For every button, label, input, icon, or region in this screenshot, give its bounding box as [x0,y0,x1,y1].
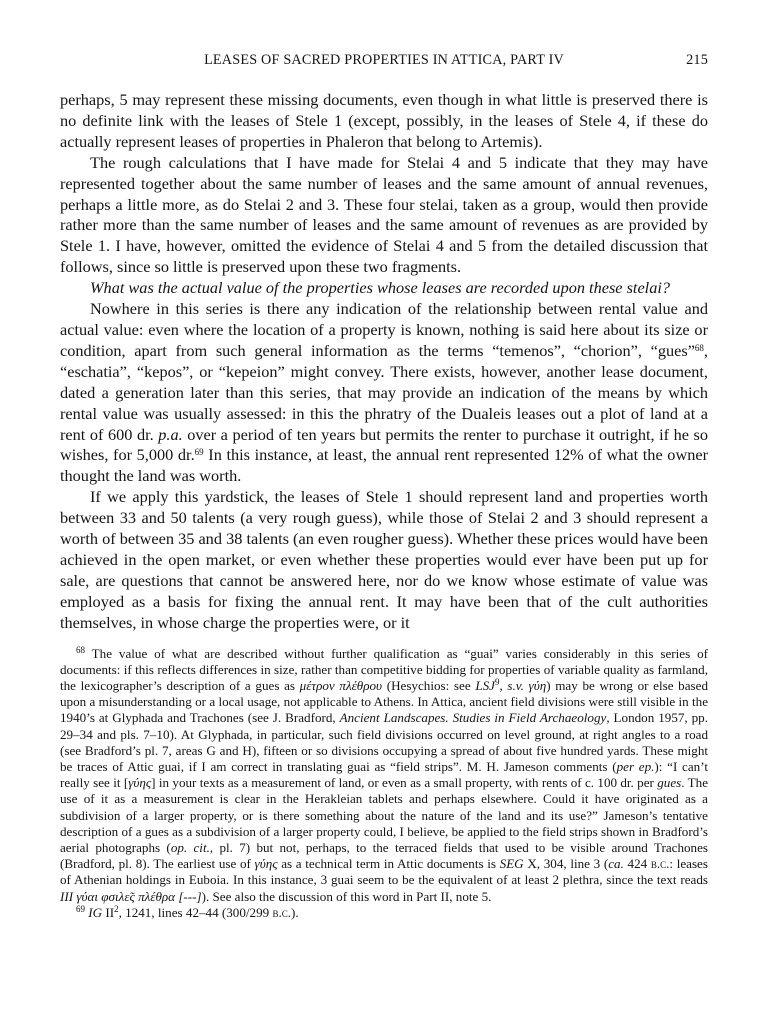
footnotes [60,646,708,921]
greek-text: μέτρον πλέθρου [299,677,383,693]
section-question: What was the actual value of the properties whose leases are recorded upon these stelai? [90,278,670,298]
paragraph-4-text: Nowhere in this series is there any indication of the relationship between rental value and actual value: even where the location of a property is known, nothing is said here about its size or condition, apart from such general information as the terms “temenos”, “chorion”, “gues” [60,299,708,360]
footnote-text: : leases of Athenian holdings in Euboia. In this instance, 3 guai seem to be the equivalent of at least 2 plethra, since the text reads [60,856,708,888]
footnote-text: X, 304, line 3 ( [523,856,609,872]
footnote-ref-68[interactable]: 68 [694,342,704,353]
footnote-text: ). [291,904,299,920]
citation-abbrev: LSJ [475,677,495,693]
era-abbrev: b.c. [650,856,670,872]
main-text [60,90,708,634]
greek-text: ΙΙΙ γύαι φσιλε̃ς πλέθρα [---] [60,888,202,904]
paragraph-4-text: over a period of ten years but permits the renter to purchase it outright, if he so wishes, for 5,000 dr. [60,424,709,465]
footnote-text: 424 [623,856,651,872]
footnote-text: , pl. 7) but not, perhaps, to the terraced fields that used to be visible around Trachones (Bradford, pl. 8). The earliest use of [60,840,708,872]
paragraph-2: The rough calculations that I have made for Stelai 4 and 5 indicate that they may have represented together about the same number of leases and the same amount of annual revenues, perhaps a little more, as do Stelai 2 and 3. These four stelai, taken as a group, would then provide rather more than the same number of leases and the same amount of revenues as are provided by Stele 1. I have, however, omitted the evidence of Stelai 4 and 5 from the detailed discussion that follows, since so little is preserved upon these two fragments. [60,152,708,277]
footnote-number: 68 [76,644,85,655]
footnote-text: , 1241, lines 42–44 (300/299 [118,904,273,920]
paragraph-4-abbrev: p.a. [158,424,183,444]
footnote-text: , [499,677,508,693]
footnote-text: ) may be wrong or else based upon a misunderstanding or a local usage, not applicable to Athens. In Attica, ancient field divisions were still visible in the 1940’s at Glyphada and Trachones (see J. Bradford, [60,677,708,726]
paragraph-4 [60,299,708,487]
footnote-text: ): “I can’t really see it [ [60,758,708,791]
footnote-text: . The use of it as a measurement is clear in the Herakleian tablets and perhaps elsewhere. Could it have originated as a subdivision of a larger property, or is there something about the nature of the land and its use?” Jameson’s tentative description of a gues as a subdivision of a larger property could, I believe, be applied to the field strips shown in Bradford’s aerial photographs ( [60,775,709,855]
footnote-ref-69[interactable]: 69 [194,447,204,458]
greek-text: γύη [528,677,547,693]
footnote-text: , London 1957, pp. 29–34 and pls. 7–10). At Glyphada, in particular, such field divisions occurred on level ground, at right angles to a road (see Bradford’s pl. 7, areas G and H), fifteen or so divisions occupying a spread of about five hundred yards. These might be traces of Attic guai, if I am correct in translating guai as “field strips”. M. H. Jameson comments ( [60,710,709,774]
footnote-text: II [102,904,115,920]
footnote-text: ). See also the discussion of this word in Part II, note 5. [201,888,492,904]
greek-text: γύης [254,856,278,872]
footnote-text: (Hesychios: see [382,677,476,693]
running-header [60,52,708,76]
paragraph-5: If we apply this yardstick, the leases of Stele 1 should represent land and properties worth between 33 and 50 talents (a very rough guess), while those of Stelai 2 and 3 should represent a worth of between 35 and 38 talents (an even rougher guess). Whether these prices would have been achieved in the open market, or even whether these properties would ever have been put up for sale, are questions that cannot be answered here, nor do we know whose estimate of value was employed as a basis for fixing the annual rent. It may have been that of the cult authorities themselves, in whose charge the properties were, or it [60,487,708,632]
paragraph-4-text: , “eschatia”, “kepos”, or “kepeion” might convey. There exists, however, another lease document, dated a generation later than this series, that may provide an indication of the means by which rental value was usually assessed: in this the phratry of the Dualeis leases out a plot of land at a rent of 600 dr. [60,340,708,444]
citation-abbrev: s.v. [507,677,524,693]
footnote-68 [60,646,708,905]
citation-abbrev: ca. [608,856,624,872]
page-number: 215 [686,52,708,68]
citation-abbrev: SEG [499,856,524,872]
edition-sup: 9 [494,676,500,687]
book-title: Ancient Landscapes. Studies in Field Archaeology [339,710,607,726]
running-title: LEASES OF SACRED PROPERTIES IN ATTICA, PART IV [204,52,564,68]
citation-abbrev: per ep. [616,758,655,774]
footnote-number: 69 [76,903,85,914]
footnote-text: The value of what are described without further qualification as “guai” varies considerably in this series of documents: if this reflects differences in size, rather than competitive bidding for properties of variable quality as farmland, the lexicographer’s description of a gues as [60,645,708,693]
footnote-text: ] in your texts as a measurement of land, or even as a small property, with rents of c. 100 dr. per [151,775,658,791]
citation-abbrev: IG [88,904,103,920]
footnote-69 [60,905,708,921]
paragraph-1: perhaps, 5 may represent these missing documents, even though in what little is preserved there is no definite link with the leases of Stele 1 (except, possibly, in the leases of Stele 4, if these do actually represent leases of properties in Phaleron that belong to Artemis). [60,90,708,151]
era-abbrev: b.c. [272,904,292,920]
footnote-text: as a technical term in Attic documents is [277,856,500,872]
greek-text: γύης [128,775,152,791]
document-page [60,52,708,921]
edition-sup: 2 [114,903,119,914]
italic-term: gues [657,775,682,791]
citation-abbrev: op. cit. [170,840,210,855]
paragraph-4-text: In this instance, at least, the annual rent represented 12% of what the owner thought the land was worth. [60,445,708,486]
